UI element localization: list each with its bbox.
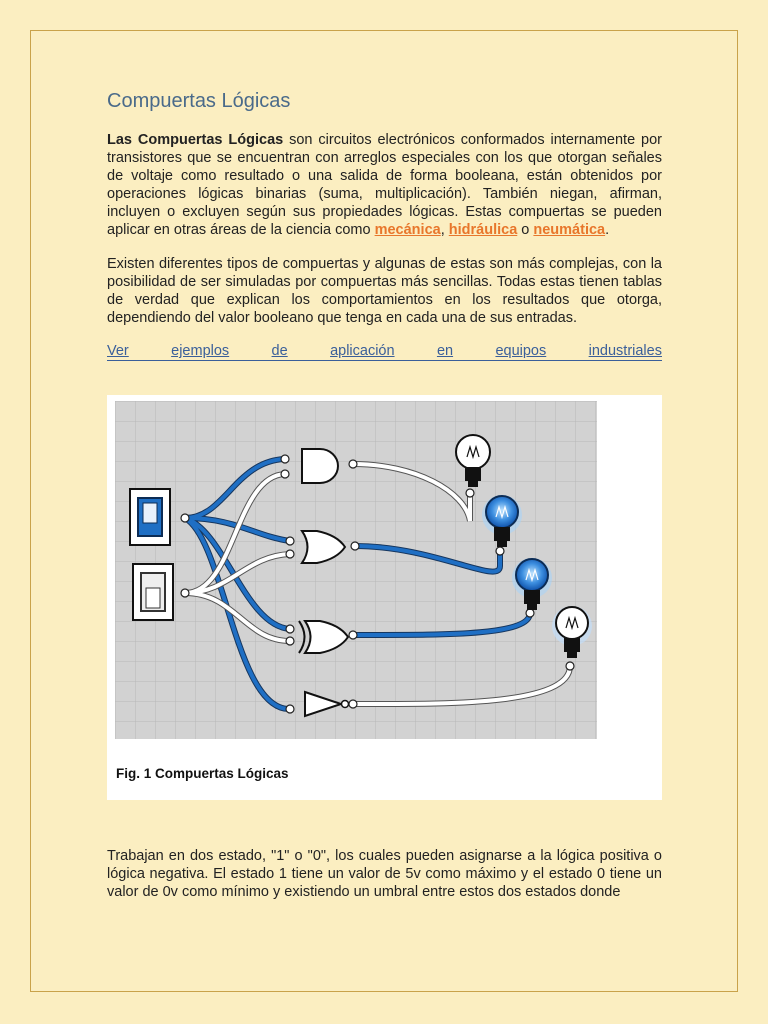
sentence-end: . xyxy=(605,222,610,238)
and-gate xyxy=(302,449,338,483)
examples-link-word: en xyxy=(436,343,454,359)
examples-link-word: ejemplos xyxy=(171,343,230,359)
examples-link-word: Ver xyxy=(107,343,129,359)
separator: o xyxy=(517,222,534,238)
separator: , xyxy=(440,222,449,238)
examples-link-word: de xyxy=(271,343,288,359)
switch-a-on[interactable] xyxy=(130,489,170,545)
switch-b-off[interactable] xyxy=(133,564,173,620)
examples-link-word: equipos xyxy=(495,343,547,359)
logic-gates-figure xyxy=(107,395,662,800)
types-paragraph: Existen diferentes tipos de compuertas y algunas de estas son más complejas, con la posibilidad de ser simuladas por compuertas más sencillas. Todas estas tienen tablas de verdad que explican los comportamientos en los resultados que otorga, dependiendo del valor booleano que tenga en cada una de sus entradas. xyxy=(107,256,662,326)
states-paragraph: Trabajan en dos estado, "1" o "0", los cuales pueden asignarse a la lógica positiva o lógica negativa. El estado 1 tiene un valor de 5v como máximo y el estado 0 tiene un valor de 0v como mínimo y existiendo un umbral entre estos dos estados donde xyxy=(107,848,662,900)
examples-link-word: industriales xyxy=(588,343,662,359)
link-mecanica[interactable]: mecánica xyxy=(374,222,441,238)
page-title: Compuertas Lógicas xyxy=(107,90,291,112)
examples-link-word: aplicación xyxy=(330,343,395,359)
logic-circuit-diagram xyxy=(115,401,597,739)
article-body xyxy=(107,90,662,361)
link-neumatica[interactable]: neumática xyxy=(533,222,606,238)
examples-link[interactable] xyxy=(107,343,662,361)
link-hidraulica[interactable]: hidráulica xyxy=(448,222,518,238)
intro-text: son circuitos electrónicos conformados internamente por transistores que se encuentran con arreglos especiales con los que otorgan señales de voltaje como resultado o una salida de forma booleana, están obtenidos por operaciones lógicas binarias (suma, multiplicación). También niegan, afirman, incluyen o excluyen según sus propiedades lógicas. Estas compuertas se pueden aplicar en otras áreas de la ciencia como xyxy=(107,132,663,238)
figure-caption: Fig. 1 Compuertas Lógicas xyxy=(116,766,289,781)
intro-paragraph xyxy=(107,131,662,239)
intro-bold-lead: Las Compuertas Lógicas xyxy=(107,132,284,148)
